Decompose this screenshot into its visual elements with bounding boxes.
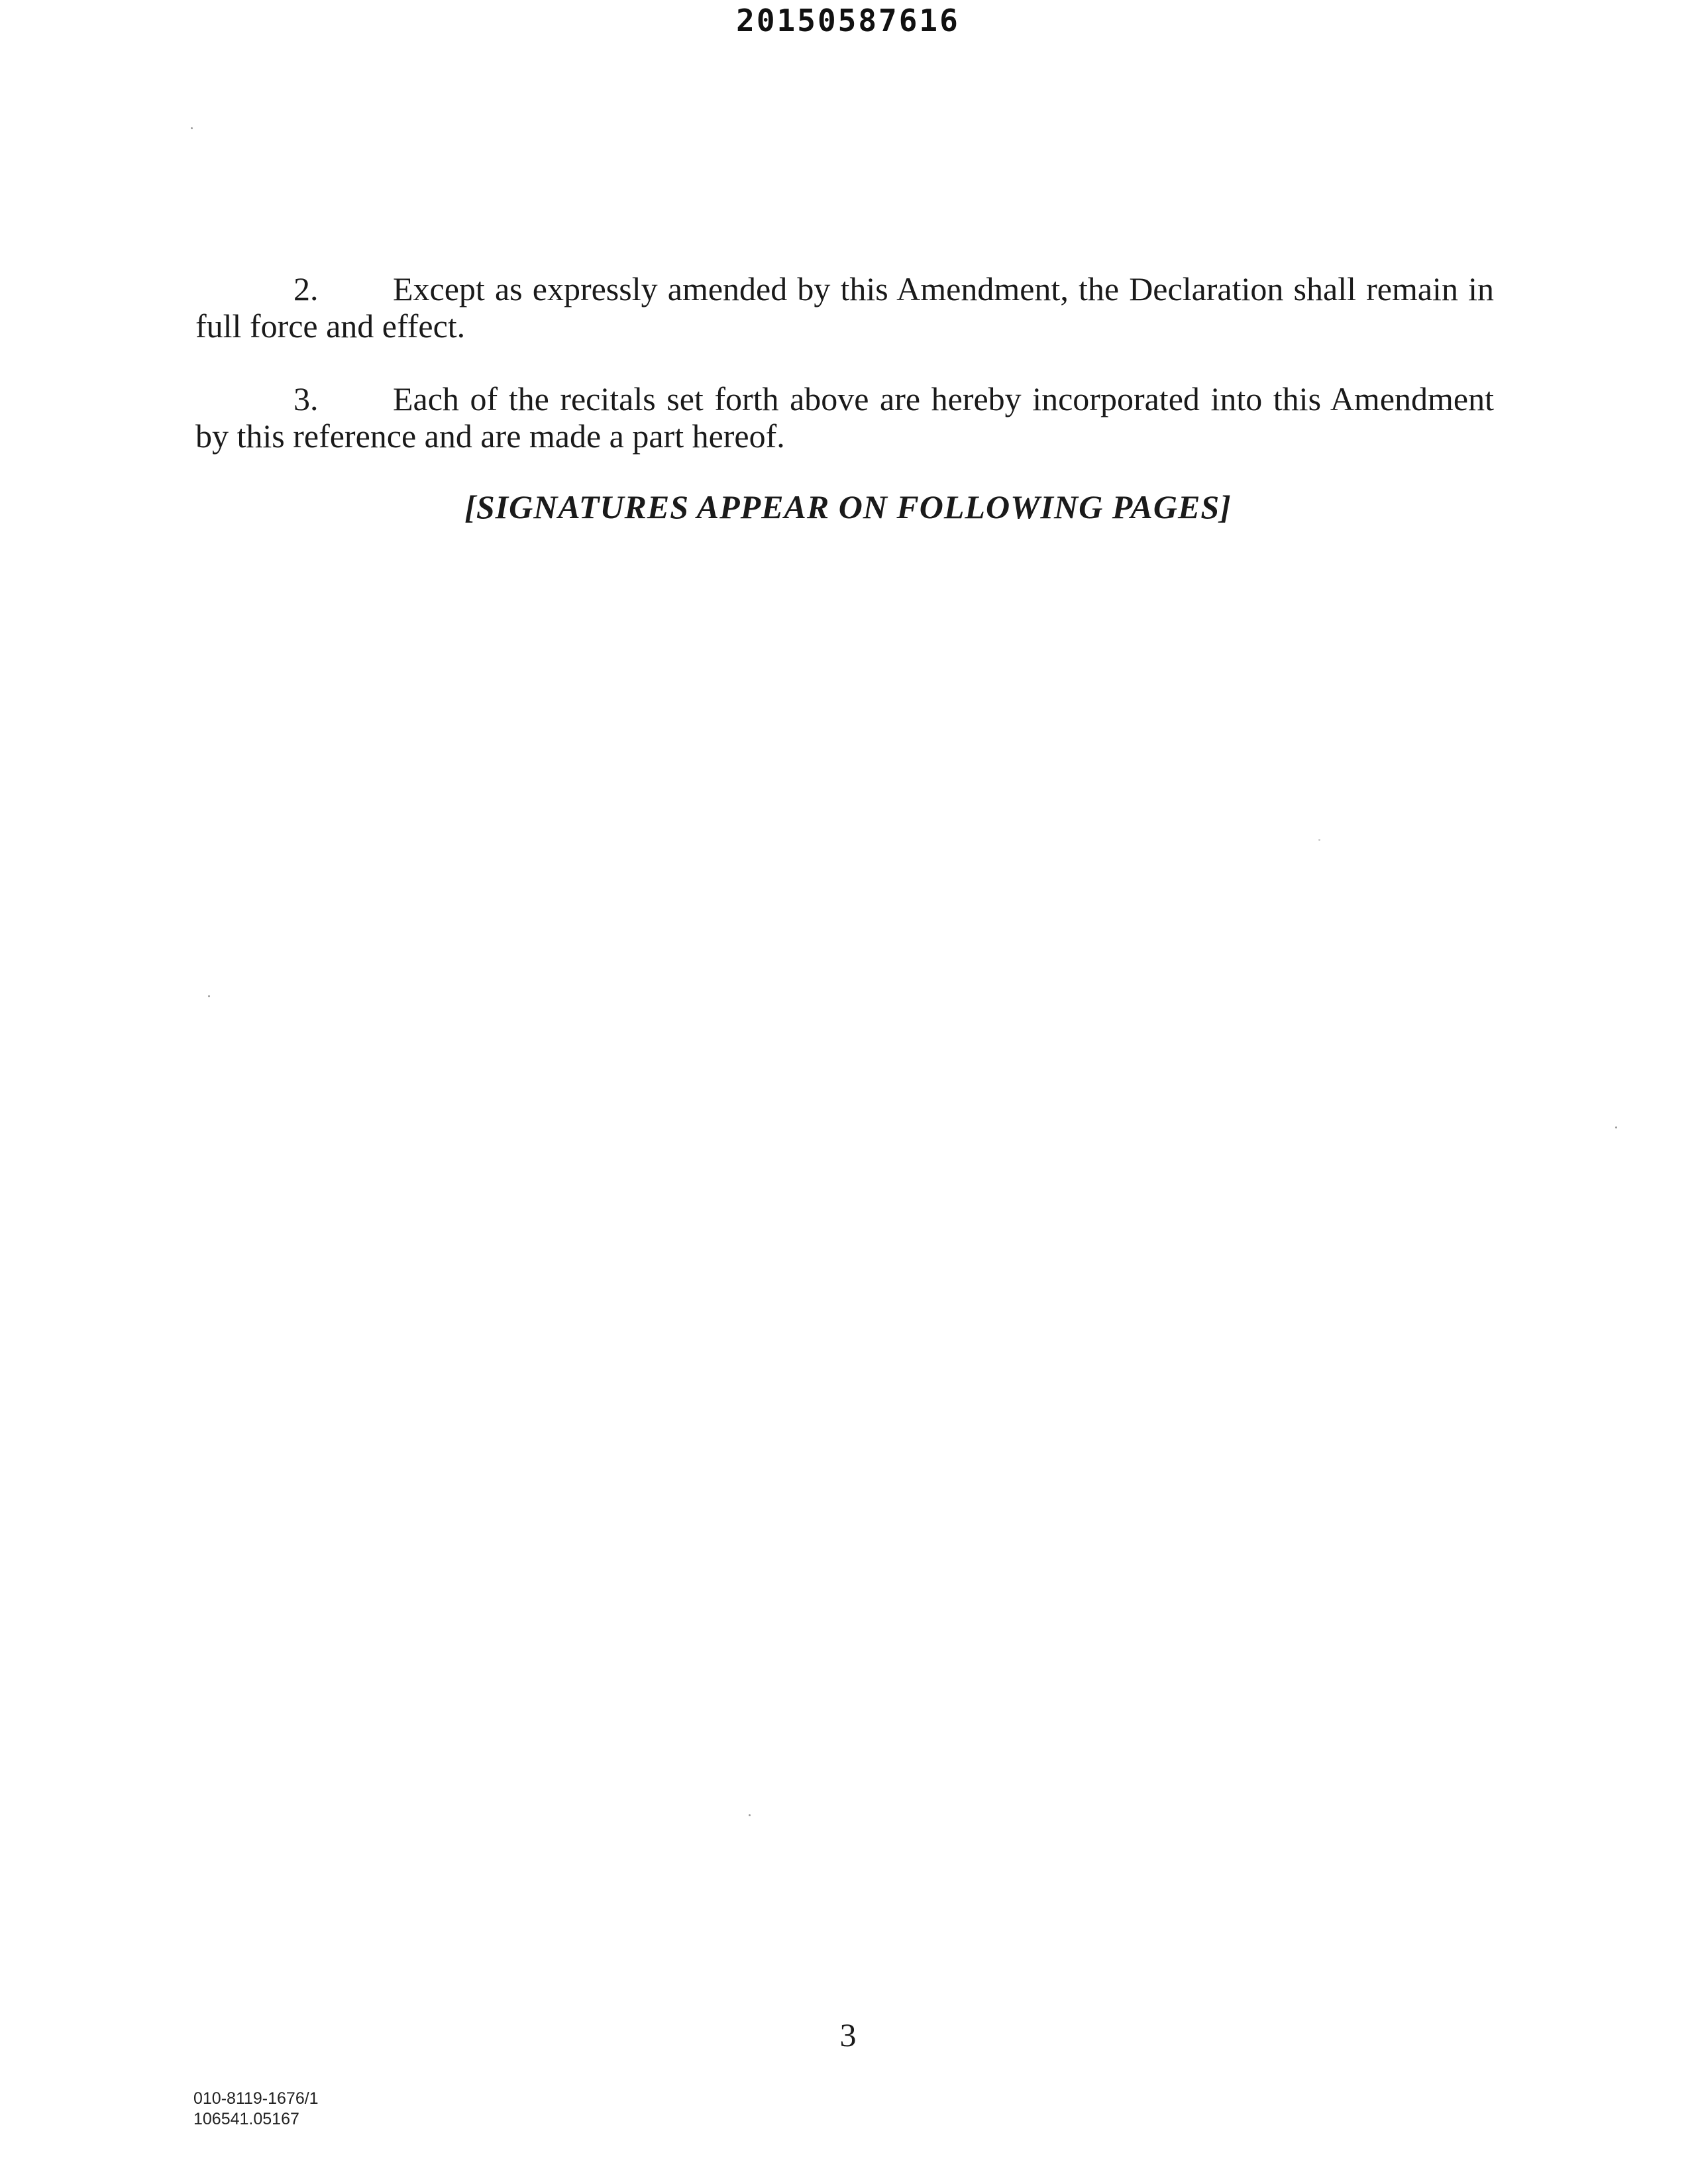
- page-number: 3: [839, 2016, 857, 2053]
- scan-speck: [749, 1814, 751, 1816]
- scan-speck: [208, 995, 210, 997]
- footer-code-line-1: 010-8119-1676/1: [193, 2089, 319, 2108]
- signatures-note: [SIGNATURES APPEAR ON FOLLOWING PAGES]: [464, 488, 1232, 525]
- scan-speck: [191, 127, 193, 129]
- footer-code-line-2: 106541.05167: [193, 2110, 299, 2128]
- scan-speck: [1615, 1126, 1617, 1128]
- paragraph-2: [195, 270, 1494, 345]
- scan-speck: [1318, 839, 1320, 841]
- paragraph-text: Each of the recitals set forth above are hereby incorporated into this Amendment by this reference and are made a part hereof.: [195, 380, 1494, 455]
- footer-document-codes: [193, 2089, 319, 2130]
- paragraph-number: 2.: [293, 270, 319, 307]
- paragraph-3: [195, 380, 1494, 455]
- recording-number: 20150587616: [736, 3, 960, 38]
- paragraph-number: 3.: [293, 380, 319, 417]
- paragraph-text: Except as expressly amended by this Amendment, the Declaration shall remain in full force and effect.: [195, 270, 1494, 345]
